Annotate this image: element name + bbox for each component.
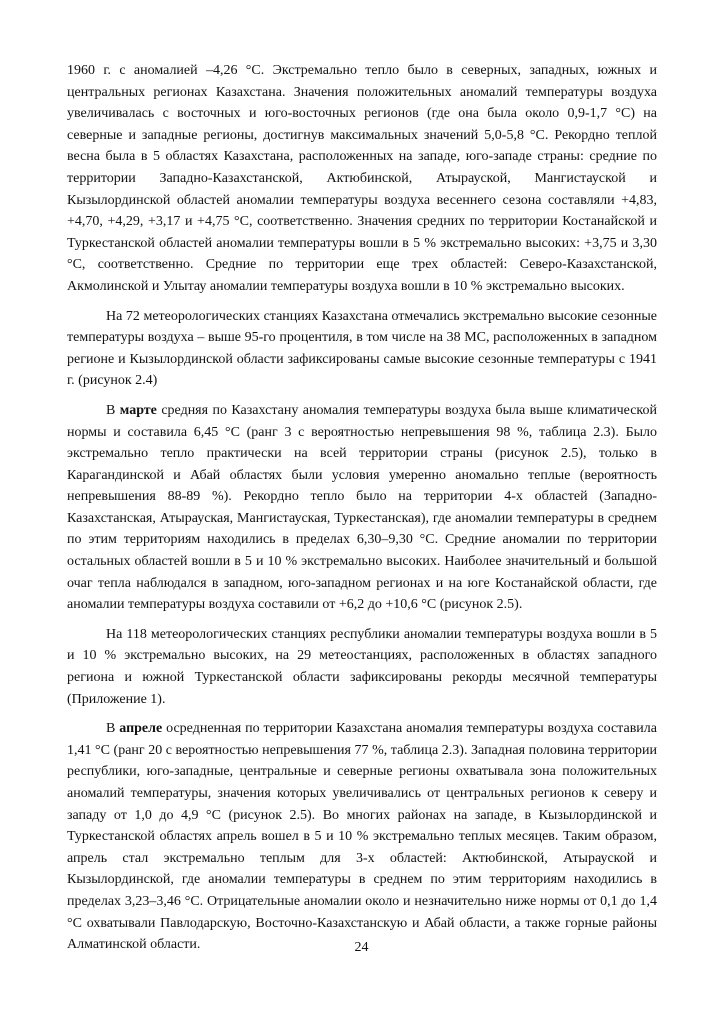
body-text <box>67 60 657 964</box>
paragraph-text: 1960 г. с аномалией –4,26 °С. Экстремально тепло было в северных, западных, южных и центральных регионах Казахстана. Значения положительных аномалий температуры воздуха увеличивалась с восточных и юго-восточных регионов (где она была около 0,9-1,7 °С) на северные и западные регионы, достигнув максимальных значений 5,0-5,8 °С. Рекордно теплой весна была в 5 областях Казахстана, расположенных на западе, юго-западе страны: средние по территории Западно-Казахстанской, Актюбинской, Атырауской, Мангистауской и Кызылординской областей аномалии температуры воздуха весеннего сезона составляли +4,83, +4,70, +4,29, +3,17 и +4,75 °С, соответственно. Значения средних по территории Костанайской и Туркестанской областей аномалии температуры вошли в 5 % экстремально высоких: +3,75 и 3,30 °С, соответственно. Средние по территории еще трех областей: Северо-Казахстанской, Акмолинской и Улытау аномалии температуры воздуха вошли в 10 % экстремально высоких. <box>67 63 657 294</box>
paragraph-text: На 118 метеорологических станциях республики аномалии температуры воздуха вошли в 5 и 10 % экстремально высоких, на 29 метеостанциях, расположенных в областях западного региона и южной Туркестанской области зафиксированы рекорды месячной температуры (Приложение 1). <box>67 626 657 707</box>
paragraph-text: средняя по Казахстану аномалия температуры воздуха была выше климатической нормы и составила 6,45 °С (ранг 3 с вероятностью непревышения 98 %, таблица 2.3). Было экстремально тепло практически на всей территории страны (рисунок 2.5), только в Карагандинской и Абай областях были условия умеренно аномально теплые (вероятность непревышения 88-89 %). Рекордно тепло было на территории 4-х областей (Западно-Казахстанская, Атырауская, Мангистауская, Туркестанская), где аномалии температуры в среднем по этим территориям находились в пределах 6,30–9,30 °С. Средние аномалии по территории остальных областей вошли в 5 и 10 % экстремально высоких. Наиболее значительный и большой очаг тепла наблюдался в западном, юго-западном регионах и на юге Костанайской области, где аномалии температуры воздуха составили от +6,2 до +10,6 °С (рисунок 2.5). <box>67 402 657 613</box>
paragraph-stations-march <box>67 624 657 710</box>
paragraph-spring-continuation <box>67 60 657 298</box>
month-april: апреле <box>119 721 163 737</box>
paragraph-text: осредненная по территории Казахстана аномалия температуры воздуха составила 1,41 °С (ранг 20 с вероятностью непревышения 77 %, таблица 2.3). Западная половина территории республики, юго-западные, центральные и северные регионы охватывала зона положительных аномалий температуры, значения которых увеличивались от центральных регионов к северу и западу от 1,0 до 4,9 °С (рисунок 2.5). Во многих районах на западе, в Кызылординской и Туркестанской областях апрель вошел в 5 и 10 % экстремально теплых месяцев. Таким образом, апрель стал экстремально теплым для 3-х областей: Актюбинской, Атырауской и Кызылординской, где аномалии температуры в среднем по этим территориям находились в пределах 3,23–3,46 °С. Отрицательные аномалии около и незначительно ниже нормы от 0,1 до 1,4 °С охватывали Павлодарскую, Восточно-Казахстанскую и Абай области, а также горные районы Алматинской области. <box>67 721 657 953</box>
paragraph-stations-spring <box>67 306 657 392</box>
paragraph-april <box>67 718 657 956</box>
month-march: марте <box>119 402 157 418</box>
page-number: 24 <box>354 940 369 955</box>
paragraph-lead: В <box>106 721 120 737</box>
paragraph-march <box>67 400 657 616</box>
paragraph-lead: В <box>106 402 120 418</box>
paragraph-text: На 72 метеорологических станциях Казахстана отмечались экстремально высокие сезонные температуры воздуха – выше 95-го процентиля, в том числе на 38 МС, расположенных в западном регионе и Кызылординской области зафиксированы самые высокие сезонные температуры с 1941 г. (рисунок 2.4) <box>67 308 657 389</box>
